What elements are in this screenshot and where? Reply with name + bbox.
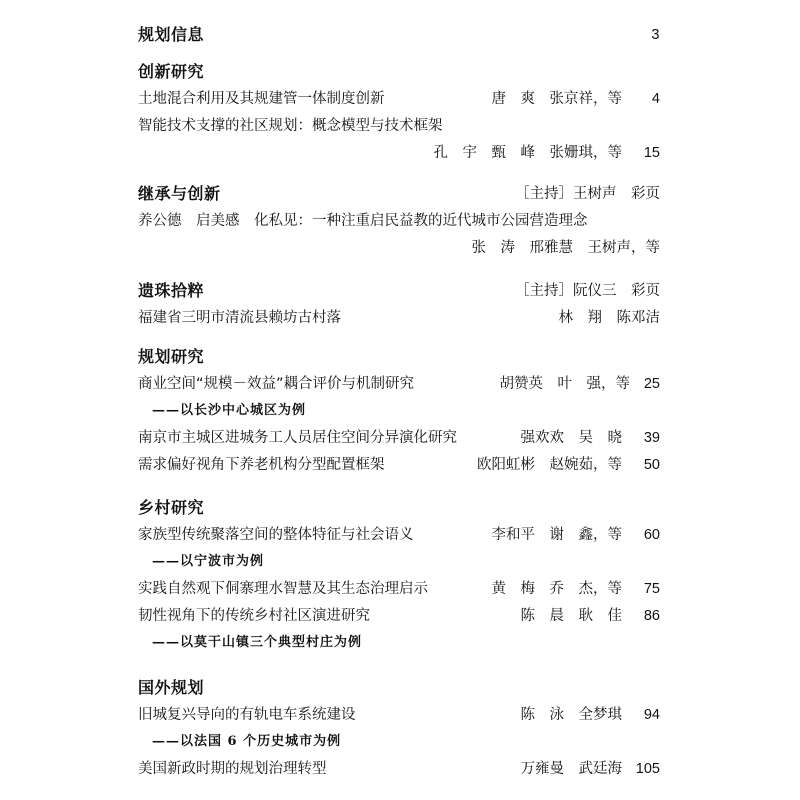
article-authors: 强欢欢 吴 晓 [520,430,622,446]
toc-entry-subtitle [138,550,660,574]
page-number: 4 [651,91,660,107]
page-number: 39 [643,430,660,446]
article-authors: 张 涛 邢雅慧 王树声，等 [471,240,660,256]
toc-entry-subtitle [138,730,660,754]
article-authors: 林 翔 陈邓洁 [558,310,660,326]
page-number: 60 [643,527,660,543]
section-title: 乡村研究 [138,498,205,517]
article-authors: 唐 爽 张京祥，等 [491,91,622,107]
section-title: 规划研究 [138,347,205,366]
article-title: 商业空间“规模－效益”耦合评价与机制研究 [138,376,415,392]
article-title: 美国新政时期的规划治理转型 [138,761,327,777]
article-subtitle: ——以宁波市为例 [152,554,265,569]
page-number: 15 [643,145,660,161]
section-host: ［主持］王树声 彩页 [515,186,660,202]
article-authors: 李和平 谢 鑫，等 [491,527,622,543]
toc-entry [138,577,660,601]
article-authors: 陈 晨 耿 佳 [520,608,622,624]
article-authors: 陈 泳 全梦琪 [520,707,622,723]
section-title: 创新研究 [138,62,205,81]
page-number: 105 [635,761,660,777]
page-number: 86 [643,608,660,624]
section-host: ［主持］阮仪三 彩页 [515,283,660,299]
article-title: 韧性视角下的传统乡村社区演进研究 [138,608,370,624]
toc-entry-authors-line [138,141,660,165]
section-planning-research [138,345,660,369]
article-title: 土地混合利用及其规建管一体制度创新 [138,91,385,107]
toc-entry [138,87,660,111]
article-subtitle: ——以法国 6 个历史城市为例 [152,734,342,749]
article-title: 智能技术支撑的社区规划：概念模型与技术框架 [138,118,443,134]
toc-entry [138,757,660,781]
article-subtitle: ——以莫干山镇三个典型村庄为例 [152,635,363,650]
article-title: 旧城复兴导向的有轨电车系统建设 [138,707,356,723]
toc-entry-subtitle [138,399,660,423]
article-subtitle: ——以长沙中心城区为例 [152,403,307,418]
toc-entry-authors-line [138,236,660,260]
toc-entry [138,426,660,450]
section-rural-research [138,496,660,520]
section-gems [138,279,660,303]
toc-entry [138,306,660,330]
page-number: 25 [643,376,660,392]
toc-entry [138,523,660,547]
article-title: 家族型传统聚落空间的整体特征与社会语义 [138,527,414,543]
page-number: 50 [643,457,660,473]
article-authors: 胡赞英 叶 强，等 [499,376,630,392]
article-title: 福建省三明市清流县赖坊古村落 [138,310,341,326]
section-planning-info [138,23,660,47]
toc-entry [138,703,660,727]
article-title: 实践自然观下侗寨理水智慧及其生态治理启示 [138,581,428,597]
article-title: 需求偏好视角下养老机构分型配置框架 [138,457,385,473]
article-title: 南京市主城区进城务工人员居住空间分异演化研究 [138,430,457,446]
toc-entry [138,372,660,396]
toc-entry [138,604,660,628]
section-title: 国外规划 [138,678,205,697]
page-number: 3 [651,27,660,43]
toc-entry-subtitle [138,631,660,655]
toc-entry [138,453,660,477]
section-foreign-planning [138,676,660,700]
page-number: 94 [643,707,660,723]
article-authors: 孔 宇 甄 峰 张姗琪，等 [433,145,622,161]
section-title: 遗珠拾粹 [138,281,205,300]
toc-entry [138,114,660,138]
article-title: 养公德 启美感 化私见：一种注重启民益教的近代城市公园营造理念 [138,213,588,229]
section-title: 继承与创新 [138,184,221,203]
article-authors: 万雍曼 武廷海 [520,761,622,777]
page-number: 75 [643,581,660,597]
article-authors: 欧阳虹彬 赵婉茹，等 [477,457,622,473]
section-title: 规划信息 [138,25,205,44]
toc-entry [138,209,660,233]
article-authors: 黄 梅 乔 杰，等 [491,581,622,597]
section-innovation [138,60,660,84]
section-heritage [138,182,660,206]
